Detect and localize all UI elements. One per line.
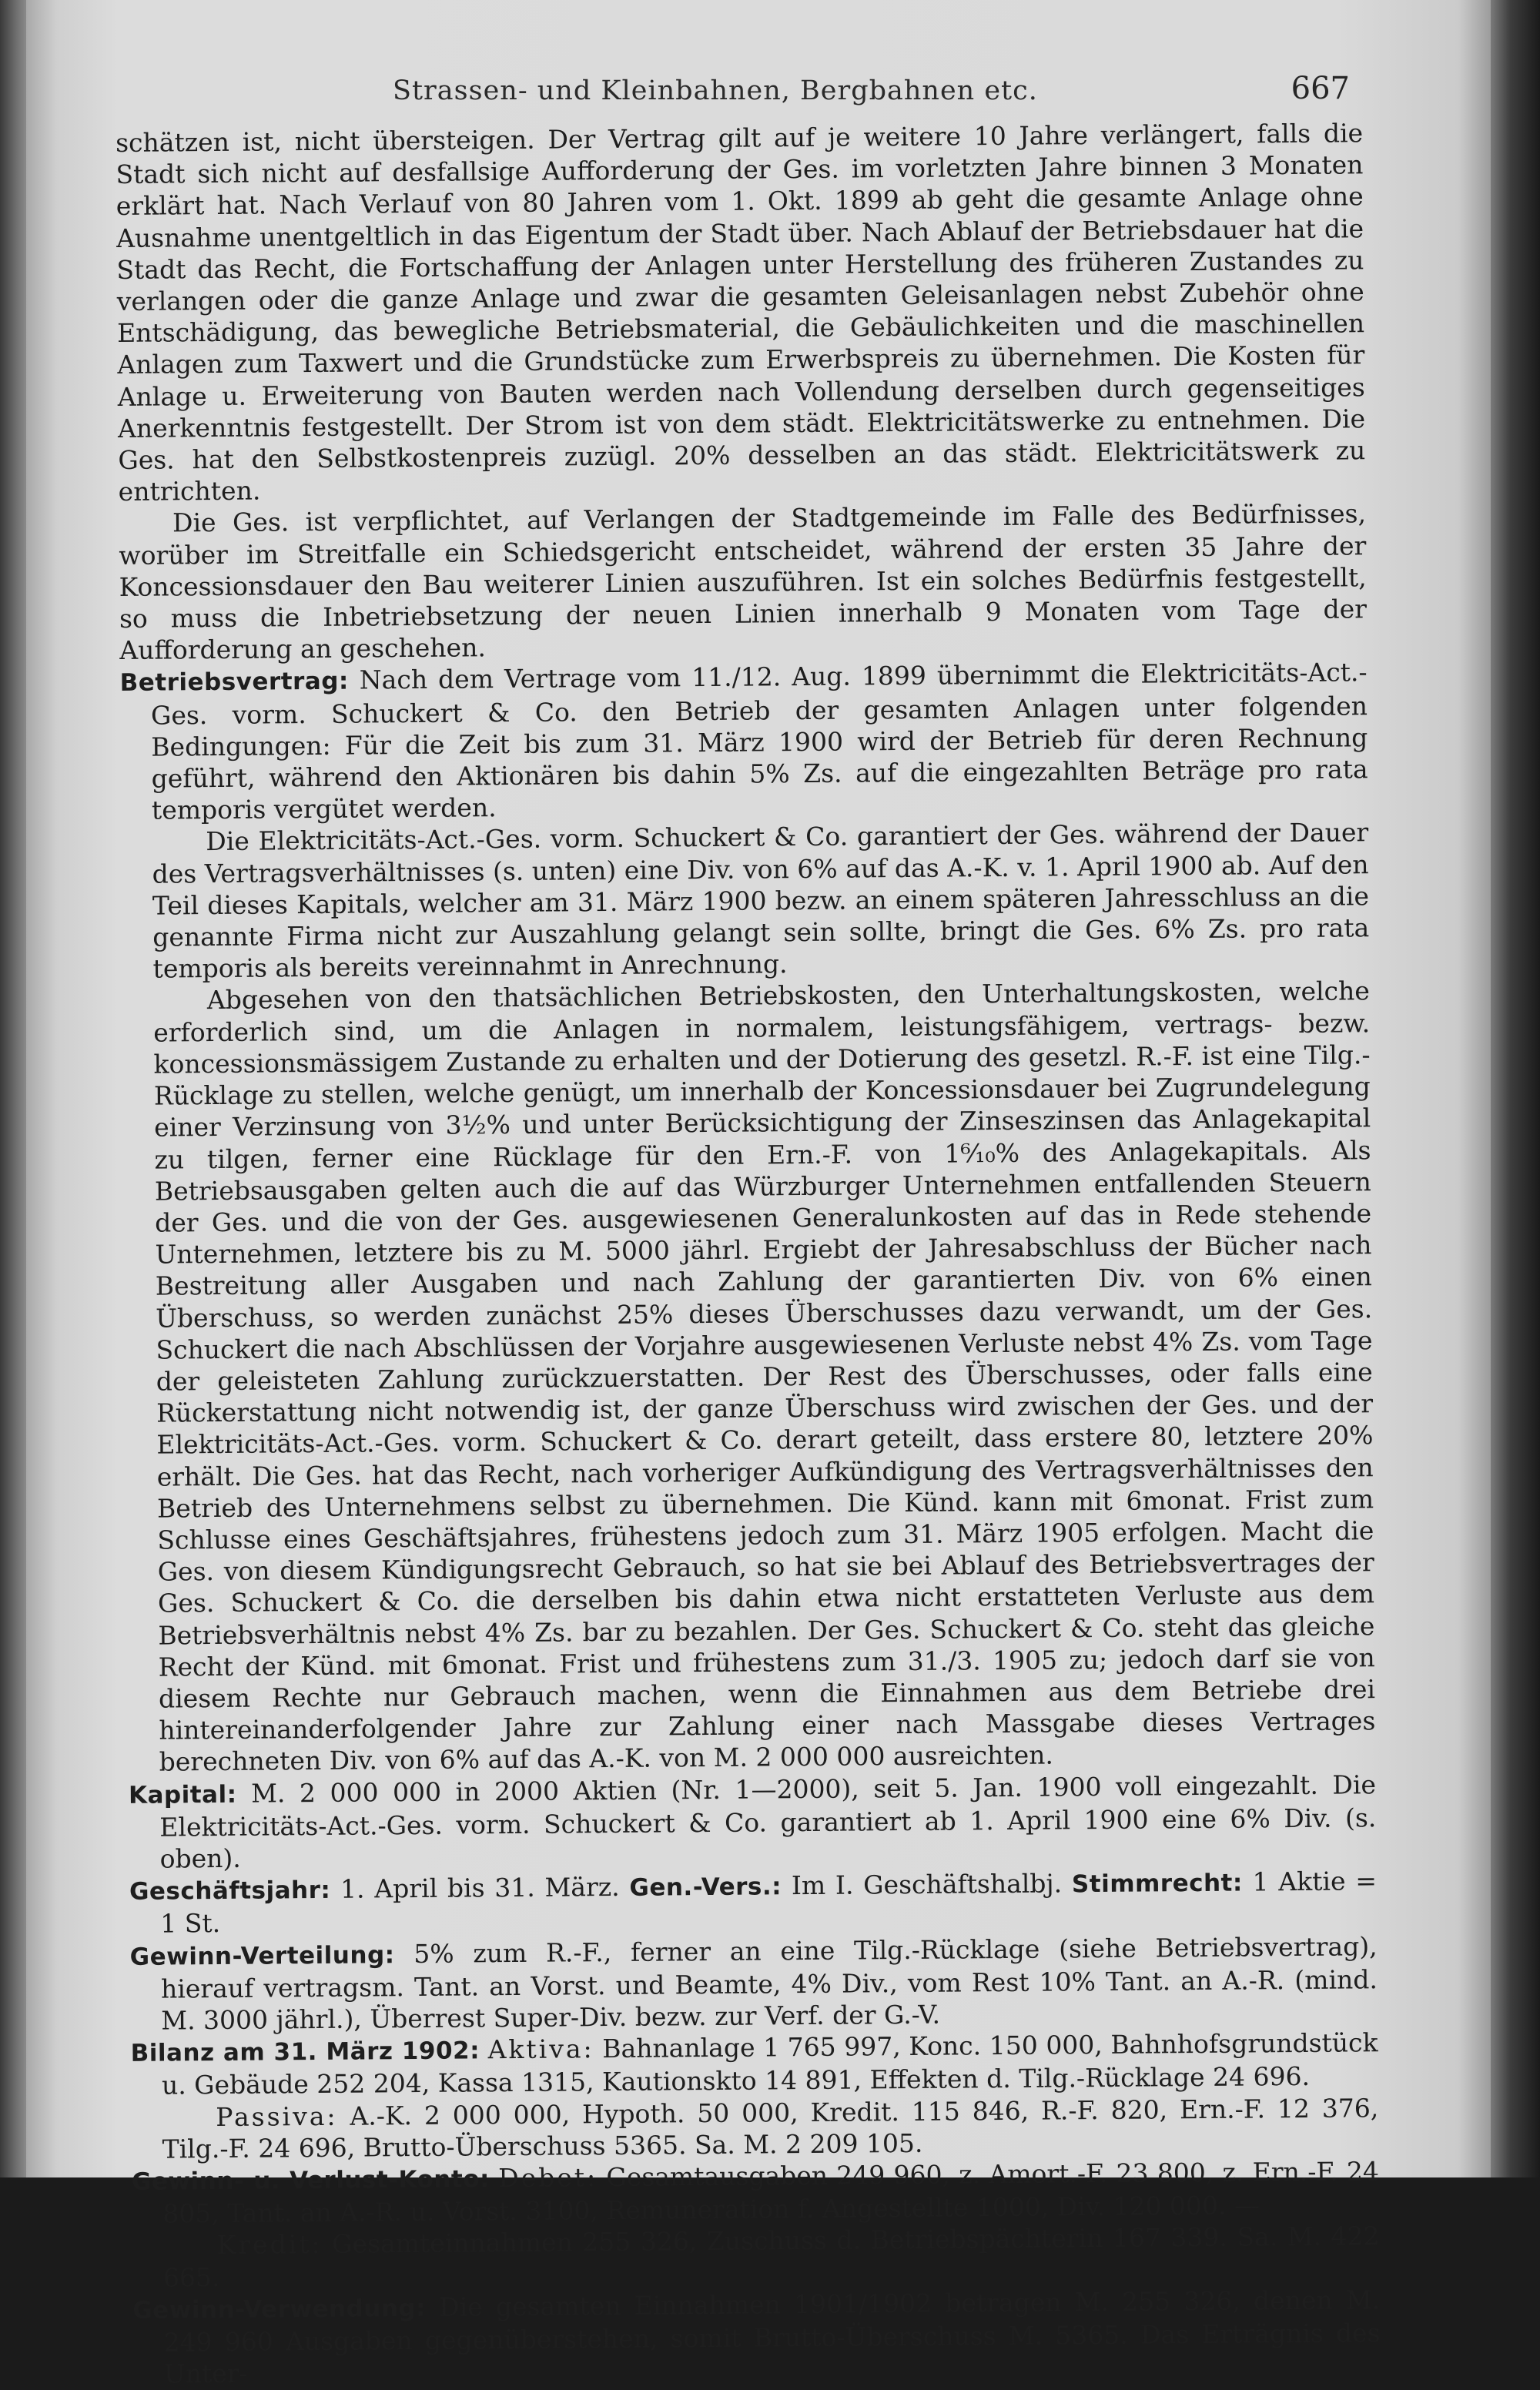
text-column (116, 117, 1381, 2390)
entry-betriebsvertrag (120, 657, 1369, 827)
paragraph-guarantee: Die Elektricitäts-Act.-Ges. vorm. Schuckert & Co. garantiert der Ges. während der Dauer des Vertragsverhältnisses (s. unten) eine Div. von 6% auf das A.-K. v. 1. April 1900 ab. Auf den Teil dieses Kapitals, welcher am 31. März 1900 bezw. an einem späteren Jahresschluss an die genannte Firma nicht zur Auszahlung gelangt sein sollte, bringt die Ges. 6% Zs. pro rata temporis als bereits vereinnahmt in Anrechnung. (152, 817, 1370, 984)
bilanz-passiva: A.-K. 2 000 000, Hypoth. 50 000, Kredit. 115 846, R.-F. 820, Ern.-F. 12 376, Tilg.-F. 24 696, Brutto-Überschuss 5365. Sa. M. 2 209 105. (162, 2092, 1379, 2164)
entry-key-gewinn-verwendung: Gewinn-Verwendung: (132, 2294, 427, 2325)
guv-debet-label: Debet: (498, 2162, 598, 2194)
entry-gewinn-verteilung (129, 1930, 1378, 2037)
paragraph-operating-costs: Abgesehen von den thatsächlichen Betriebskosten, den Unterhaltungskosten, welche erforderlich sind, um die Anlagen in normalem, leistungsfähigem, vertrags- bezw. koncessionsmässigem Zustande zu erhalten und der Dotierung des gesetzl. R.-F. ist eine Tilg.-Rücklage zu stellen, welche genügt, um innerhalb der Koncessionsdauer bei Zugrundelegung einer Verzinsung von 3½% und unter Berücksichtigung der Zinseszinsen das Anlagekapital zu tilgen, ferner eine Rücklage für den Ern.-F. von 1⁶⁄₁₀% des Anlagekapitals. Als Betriebsausgaben gelten auch die auf das Würzburger Unternehmen entfallenden Steuern der Ges. und die von der Ges. ausgewiesenen Generalunkosten auf das in Rede stehende Unternehmen, letztere bis zu M. 5000 jährl. Ergiebt der Jahresabschluss der Bücher nach Bestreitung aller Ausgaben und nach Zahlung der garantierten Div. von 6% einen Überschuss, so werden zunächst 25% dieses Überschusses dazu verwandt, um der Ges. Schuckert die nach Abschlüssen der Vorjahre ausgewiesenen Verluste nebst 4% Zs. vom Tage der geleisteten Zahlung zurückzuerstatten. Der Rest des Überschusses, oder falls eine Rückerstattung nicht notwendig ist, der ganze Überschuss wird zwischen der Ges. und der Elektricitäts-Act.-Ges. vorm. Schuckert & Co. derart geteilt, dass erstere 80, letztere 20% erhält. Die Ges. hat das Recht, nach vorheriger Aufkündigung des Vertragsverhältnisses den Betrieb des Unternehmens selbst zu übernehmen. Die Künd. kann mit 6monat. Frist zum Schlusse eines Geschäftsjahres, frühestens jedoch zum 31. März 1905 erfolgen. Macht die Ges. von diesem Kündigungsrecht Gebrauch, so hat sie bei Ablauf des Betriebsvertrages der Ges. Schuckert & Co. die derselben bis dahin etwa nicht erstatteten Verluste aus dem Betriebsverhältnis nebst 4% Zs. bar zu bezahlen. Der Ges. Schuckert & Co. steht das gleiche Recht der Künd. mit 6monat. Frist und frühestens zum 31./3. 1905 zu; jedoch darf sie von diesem Rechte nur Gebrauch machen, wenn die Einnahmen aus dem Betriebe drei hintereinanderfolgender Jahre zur Zahlung einer nach Massgabe dieses Vertrages berechneten Div. von 6% auf das A.-K. von M. 2 000 000 ausreichten. (153, 976, 1376, 1777)
entry-key-bilanz: Bilanz am 31. März 1902: (130, 2037, 480, 2068)
entry-text-kapital: M. 2 000 000 in 2000 Aktien (Nr. 1—2000), seit 5. Jan. 1900 voll eingezahlt. Die Elektricitäts-Act.-Ges. vorm. Schuckert & Co. garantiert ab 1. April 1900 eine 6% Div. (s. oben). (159, 1769, 1377, 1874)
guv-kredit-paragraph (132, 2221, 1380, 2294)
page-right-edge (1491, 0, 1540, 2177)
bilanz-passiva-label: Passiva: (216, 2100, 338, 2132)
page-number: 667 (1291, 71, 1350, 106)
guv-kredit-label: Kredit: (216, 2229, 323, 2261)
guv-kredit: Gesamteinnahmen 255 326, Zuschuss d. Betriebspächterin 167 339. Sa. M. 422 665. (162, 2221, 1380, 2293)
bilanz-aktiva: Bahnanlage 1 765 997, Konc. 150 000, Bahnhofsgrundstück u. Gebäude 252 204, Kassa 1315, Kautionskto 14 891, Effekten d. Tilg.-Rücklage 24 696. (161, 2027, 1378, 2100)
entry-text-gewinn-verteilung: 5% zum R.-F., ferner an eine Tilg.-Rücklage (siehe Betriebsvertrag), hierauf vertragsm. Tant. an Vorst. und Beamte, 4% Div., vom Rest 10% Tant. an A.-R. (mind. M. 3000 jährl.), Überrest Super-Div. bezw. zur Verf. der G.-V. (160, 1930, 1378, 2036)
bilanz-passiva-paragraph (131, 2092, 1379, 2165)
bilanz-aktiva-label: Aktiva: (487, 2034, 594, 2065)
guv-debet: Gesamtausgaben 249 960, z. Amort.-F. 23 800, z. Ern.-F. 24 805, Tant. an A.-R. u. Vorst. 3100, Remuneration f. Angestellte 1000, Div. 120 000. — (162, 2156, 1380, 2229)
entry-key-betriebsvertrag: Betriebsvertrag: (119, 668, 349, 698)
entry-gewinn-verwendung (132, 2284, 1381, 2390)
entry-key-gewinn-verteilung: Gewinn-Verteilung: (129, 1940, 395, 1971)
paragraph-new-lines: Die Ges. ist verpflichtet, auf Verlangen der Stadtgemeinde im Falle des Bedürfnisses, worüber im Streitfalle ein Schiedsgericht entscheidet, während der ersten 35 Jahre der Koncessionsdauer den Bau weiterer Linien auszuführen. Ist ein solches Bedürfnis festgestellt, so muss die Inbetriebsetzung der neuen Linien innerhalb 9 Monaten vom Tage der Aufforderung an geschehen. (119, 498, 1368, 666)
entry-kapital (129, 1769, 1377, 1875)
entry-bilanz (130, 2027, 1378, 2101)
paragraph-contract-end: schätzen ist, nicht übersteigen. Der Vertrag gilt auf je weitere 10 Jahre verlängert, falls die Stadt sich nicht auf desfallsige Aufforderung der Ges. im vorletzten Jahre binnen 3 Monaten erklärt hat. Nach Verlauf von 80 Jahren vom 1. Okt. 1899 ab geht die gesamte Anlage ohne Ausnahme unentgeltlich in das Eigentum der Stadt über. Nach Ablauf der Betriebsdauer hat die Stadt das Recht, die Fortschaffung der Anlagen unter Herstellung des früheren Zustandes zu verlangen oder die ganze Anlage und zwar die gesamten Geleisanlagen nebst Zubehör ohne Entschädigung, das bewegliche Betriebsmaterial, die Gebäulichkeiten und die maschinellen Anlagen zum Taxwert und die Grundstücke zum Erwerbspreis zu übernehmen. Die Kosten für Anlage u. Erweiterung von Bauten werden nach Vollendung derselben durch gegenseitiges Anerkenntnis festgestellt. Der Strom ist von dem städt. Elektricitätswerke zu entnehmen. Die Ges. hat den Selbstkostenpreis zuzügl. 20% desselben an das städt. Elektricitätswerk zu entrichten. (116, 118, 1366, 507)
entry-key-guv: Gewinn- u. Verlust-Konto: (131, 2165, 490, 2196)
entry-guv (132, 2155, 1380, 2230)
entry-text-stimmrecht: 1 Aktie = 1 St. (160, 1866, 1378, 1939)
entry-geschaeftsjahr (129, 1865, 1378, 1940)
entry-text-gen-vers: Im I. Geschäftshalbj. (791, 1868, 1063, 1901)
page-header (139, 71, 1367, 117)
entry-text-geschaeftsjahr: 1. April bis 31. März. (340, 1872, 620, 1904)
entry-text-betriebsvertrag: Nach dem Vertrage vom 11./12. Aug. 1899 übernimmt die Elektricitäts-Act.-Ges. vorm. Schuckert & Co. den Betrieb der gesamten Anlagen unter folgenden Bedingungen: Für die Zeit bis zum 31. März 1900 wird der Betrieb für deren Rechnung geführt, während den Aktionären bis dahin 5% Zs. auf die eingezahlten Beträge pro rata temporis vergütet werden. (150, 657, 1368, 825)
entry-key-geschaeftsjahr: Geschäftsjahr: (129, 1876, 331, 1906)
book-binding-edge (0, 0, 26, 2177)
entry-key-stimmrecht: Stimmrecht: (1071, 1869, 1243, 1899)
running-title: Strassen- und Kleinbahnen, Bergbahnen etc. (393, 75, 1038, 106)
entry-text-gewinn-verwendung: Die gesamten Einnahmen 1901/1902 betragen M. 255 326, denen M. 249 960 Ausgaben gegenüberstehen, somit Brutto-Überschuss M. 5365. Das Erträgnis des Unter- (163, 2285, 1381, 2389)
entry-key-kapital: Kapital: (128, 1780, 237, 1809)
entry-key-gen-vers: Gen.-Vers.: (629, 1873, 782, 1902)
